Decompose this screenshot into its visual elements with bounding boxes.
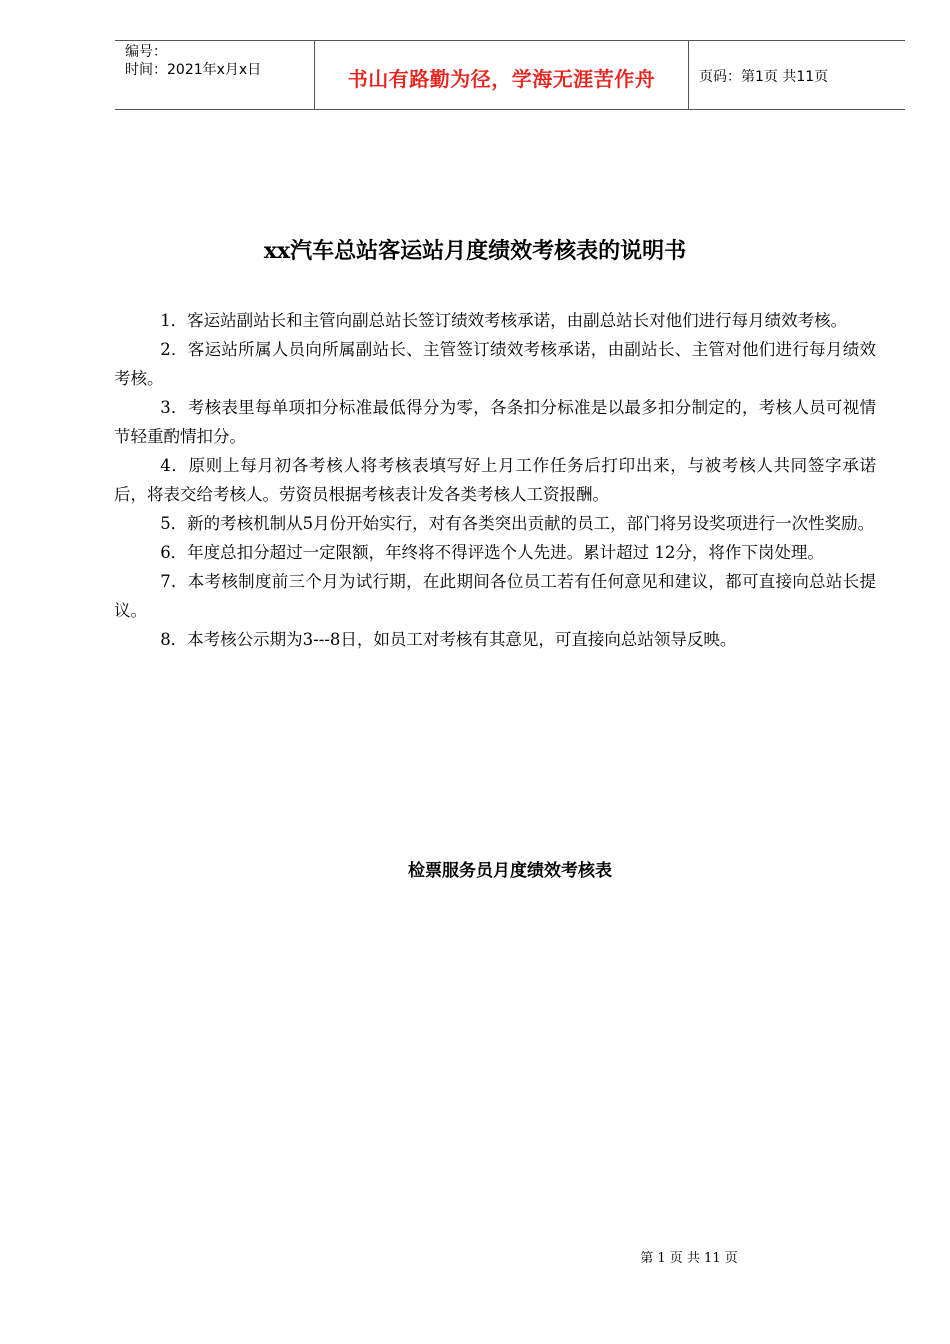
instruction-list	[114, 306, 876, 654]
instruction-item-3: 3．考核表里每单项扣分标准最低得分为零，各条扣分标准是以最多扣分制定的，考核人员可视情节轻重酌情扣分。	[114, 398, 876, 446]
page-footer: 第 1 页 共 11 页	[640, 1251, 738, 1266]
page-header	[115, 40, 905, 110]
instruction-item-2: 2．客运站所属人员向所属副站长、主管签订绩效考核承诺，由副站长、主管对他们进行每月绩效考核。	[114, 340, 876, 388]
serial-label: 编号：	[125, 44, 167, 60]
instruction-item-4: 4．原则上每月初各考核人将考核表填写好上月工作任务后打印出来，与被考核人共同签字承诺后，将表交给考核人。劳资员根据考核表计发各类考核人工资报酬。	[114, 456, 876, 504]
time-label: 时间：2021年x月x日	[125, 62, 262, 78]
header-meta	[115, 41, 315, 109]
section-title: 检票服务员月度绩效考核表	[408, 861, 612, 881]
document-title: xx汽车总站客运站月度绩效考核表的说明书	[263, 238, 687, 264]
header-page-info: 页码：第1页 共11页	[699, 69, 829, 85]
instruction-item-8: 8．本考核公示期为3---8日，如员工对考核有其意见，可直接向总站领导反映。	[160, 630, 737, 649]
instruction-item-6: 6．年度总扣分超过一定限额，年终将不得评选个人先进。累计超过 12分，将作下岗处理。	[160, 543, 824, 562]
instruction-item-7: 7．本考核制度前三个月为试行期，在此期间各位员工若有任何意见和建议，都可直接向总站长提议。	[114, 572, 876, 620]
instruction-item-1: 1．客运站副站长和主管向副总站长签订绩效考核承诺，由副总站长对他们进行每月绩效考核。	[160, 311, 848, 330]
instruction-item-5: 5．新的考核机制从5月份开始实行，对有各类突出贡献的员工，部门将另设奖项进行一次性奖励。	[160, 514, 875, 533]
header-motto: 书山有路勤为径，学海无涯苦作舟	[315, 41, 689, 109]
